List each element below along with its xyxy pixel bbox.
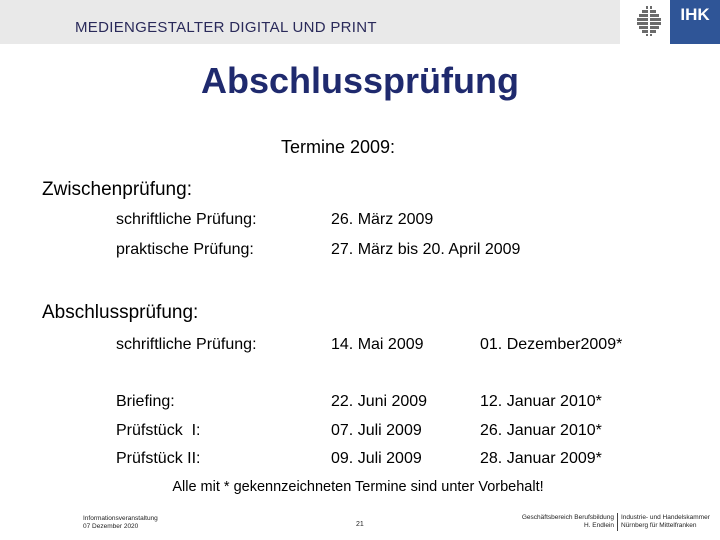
page-title: Abschlussprüfung [200,60,519,101]
page-number: 21 [356,521,364,528]
footer-org-line2: Nürnberg für Mittelfranken [621,522,697,529]
logo-text: IHK [680,5,710,24]
zwischen-heading: Zwischenprüfung: [42,179,192,200]
footer-department-name: Geschäftsbereich Berufsbildung [521,514,614,521]
abschluss-date: 07. Juli 2009 [331,422,422,439]
footer-divider [617,513,618,531]
abschluss-alt-date: 28. Januar 2009* [480,450,602,467]
logo-panel [670,0,720,44]
abschluss-alt-date: 12. Januar 2010* [480,393,602,410]
ihk-emblem-icon [634,5,664,37]
footer-contact: H. Endlein [584,522,614,529]
footer-event-date: 07 Dezember 2020 [83,523,139,530]
abschluss-label: Briefing: [116,393,175,410]
abschluss-date: 22. Juni 2009 [331,393,428,410]
footer-organization [621,514,710,530]
abschluss-date: 09. Juli 2009 [331,450,422,467]
abschluss-alt-date: 01. Dezember2009* [480,336,623,353]
abschluss-alt-date: 26. Januar 2010* [480,422,602,439]
header-title: MEDIENGESTALTER DIGITAL UND PRINT [75,19,377,36]
abschluss-date: 14. Mai 2009 [331,336,424,353]
zwischen-date: 27. März bis 20. April 2009 [331,241,521,258]
zwischen-date: 26. März 2009 [331,211,434,228]
abschluss-label: Prüfstück I: [116,422,201,439]
subtitle: Termine 2009: [280,137,396,157]
zwischen-label: praktische Prüfung: [116,241,254,258]
abschluss-label: Prüfstück II: [116,450,201,467]
ihk-logo [620,0,720,44]
zwischen-label: schriftliche Prüfung: [116,211,257,228]
abschluss-label: schriftliche Prüfung: [116,336,257,353]
footer-department [500,514,614,530]
footer-event [83,515,158,531]
footer-event-name: Informationsveranstaltung [83,515,158,522]
abschluss-heading: Abschlussprüfung: [42,302,199,323]
footer-org-line1: Industrie- und Handelskammer [621,514,710,521]
header-bar [0,0,720,44]
reservation-note: Alle mit * gekennzeichneten Termine sind unter Vorbehalt! [172,479,544,495]
